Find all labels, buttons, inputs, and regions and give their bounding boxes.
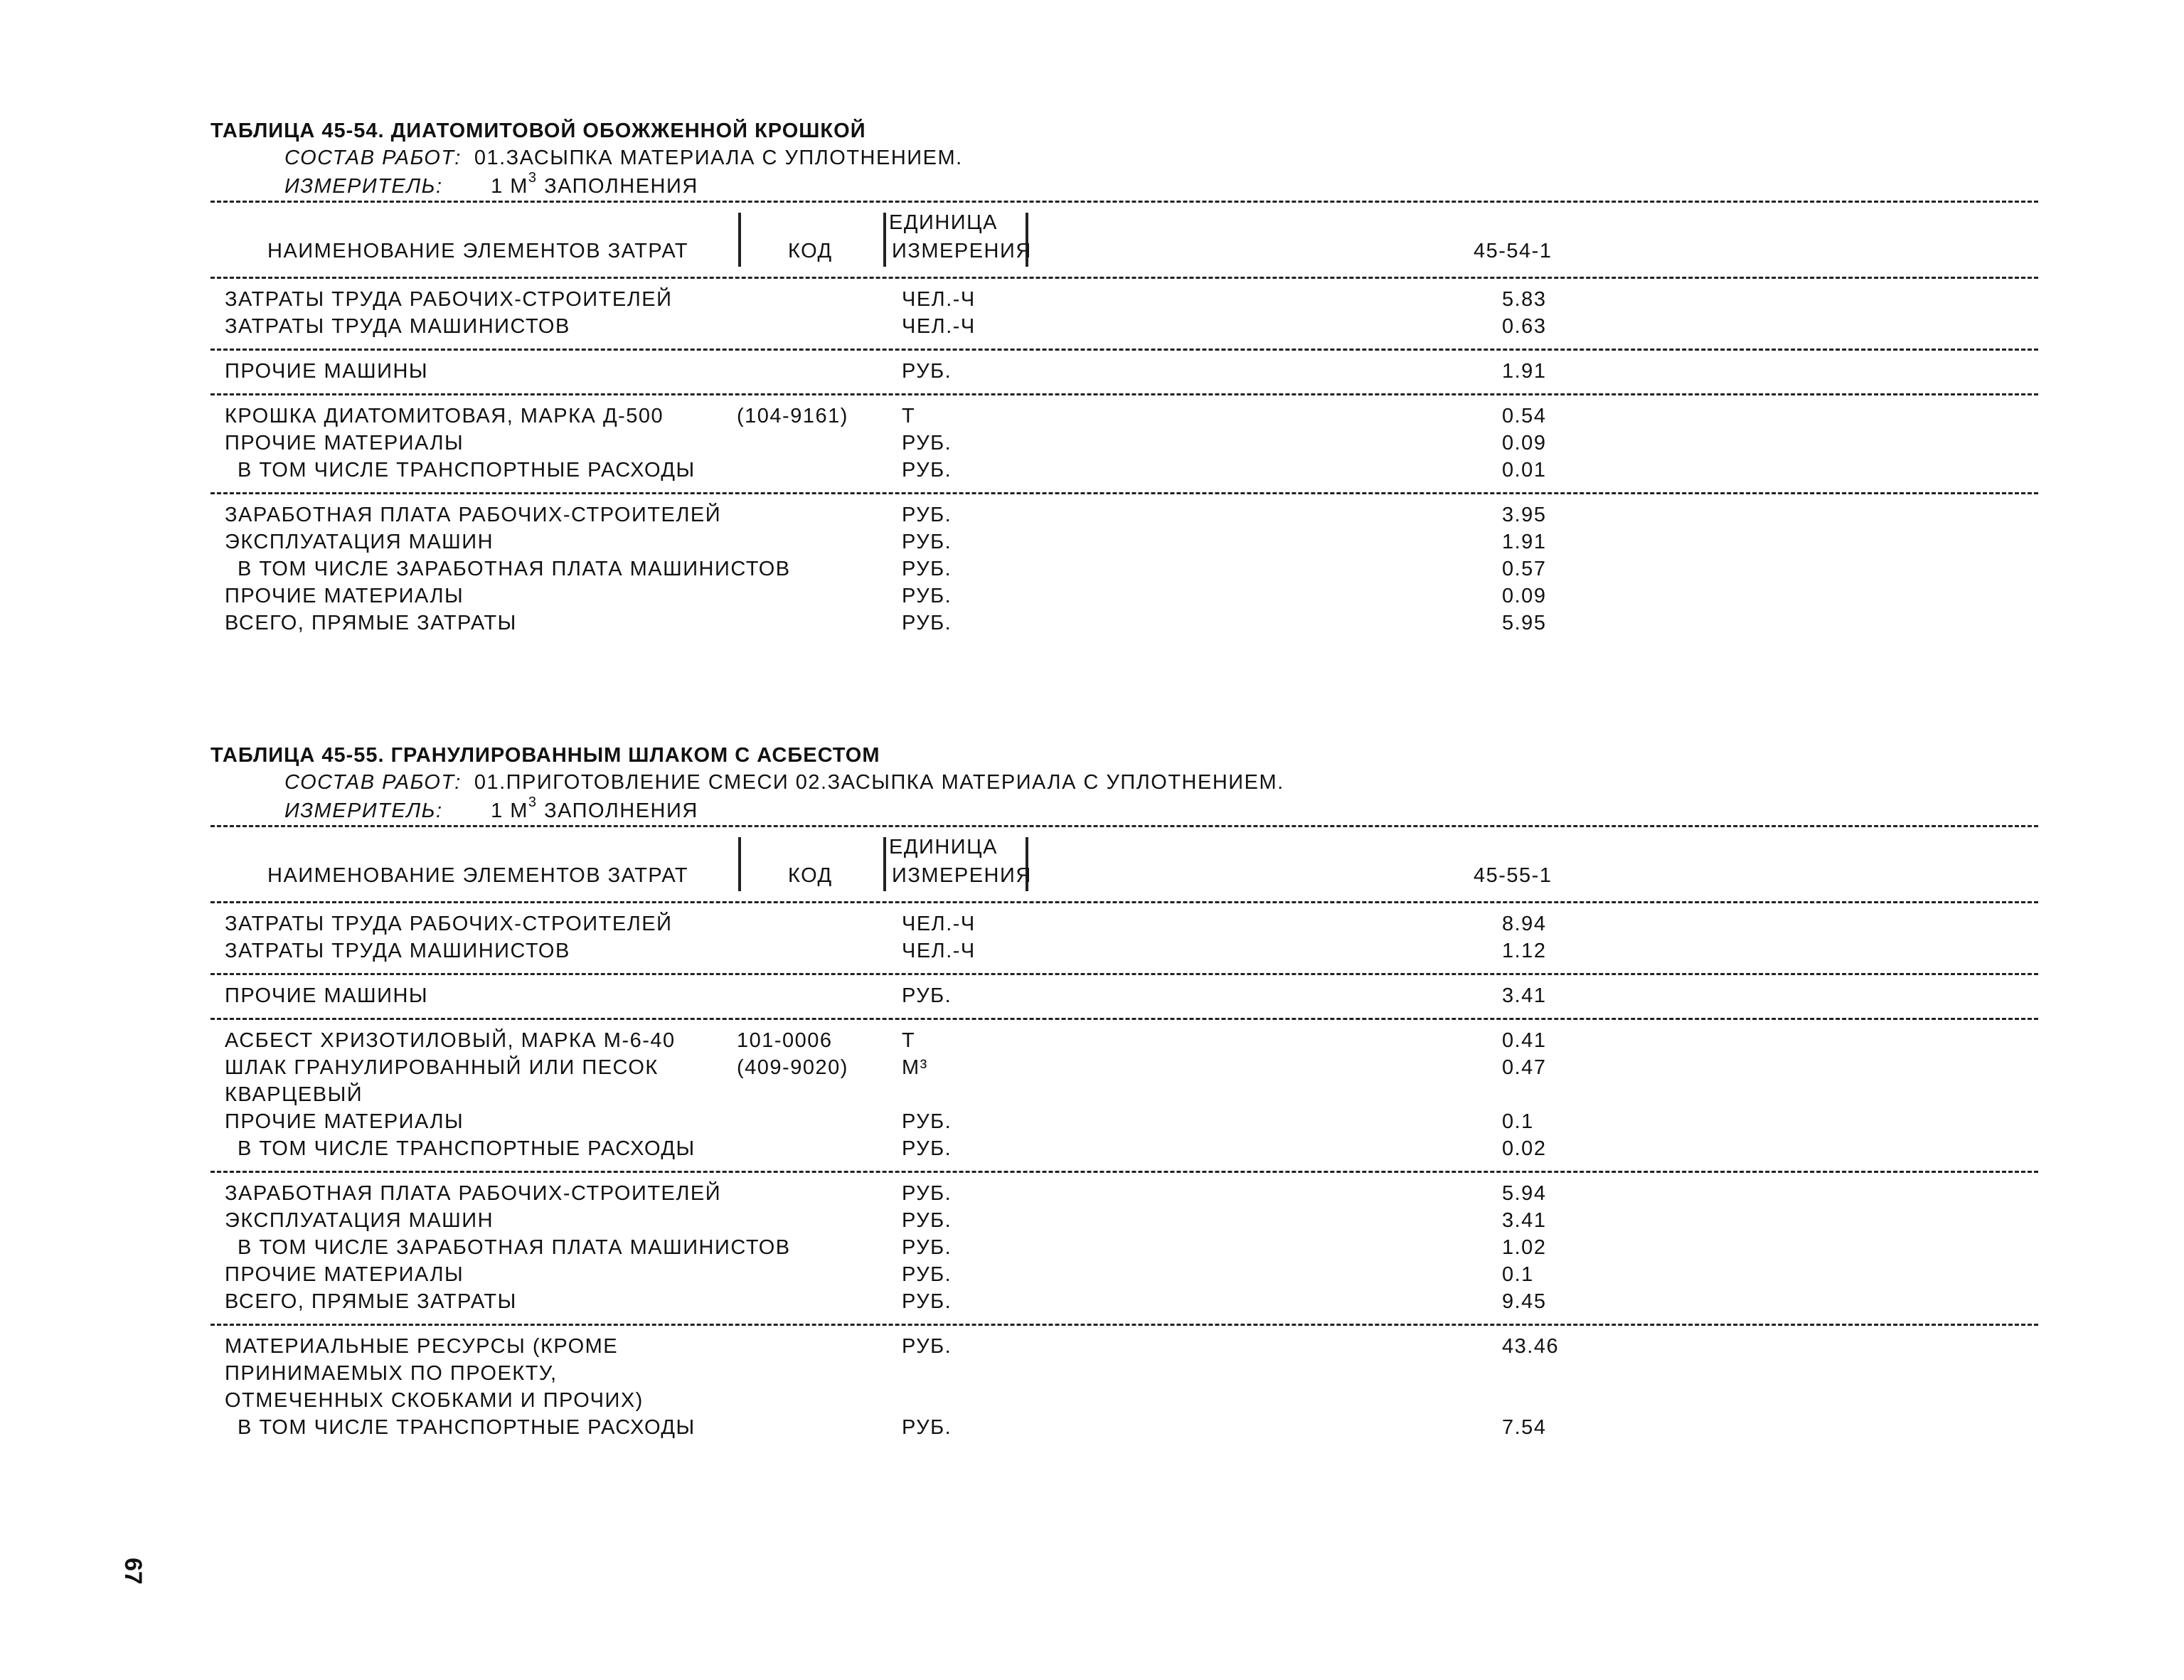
row-unit: Т bbox=[902, 1029, 916, 1052]
row-name: ПРОЧИЕ МАТЕРИАЛЫ bbox=[225, 1110, 464, 1133]
table-row bbox=[211, 610, 2038, 637]
header-column: 45-54-1 bbox=[1474, 240, 1552, 262]
row-group bbox=[211, 494, 2038, 645]
row-name: ЗАРАБОТНАЯ ПЛАТА РАБОЧИХ-СТРОИТЕЛЕЙ bbox=[225, 504, 722, 526]
row-name: ЗАТРАТЫ ТРУДА МАШИНИСТОВ bbox=[225, 940, 570, 962]
row-group bbox=[211, 1326, 2038, 1450]
table-row bbox=[211, 528, 2038, 555]
row-unit: ЧЕЛ.-Ч bbox=[902, 913, 976, 935]
table-header bbox=[211, 827, 2038, 901]
row-unit: ЧЕЛ.-Ч bbox=[902, 315, 976, 338]
table-row bbox=[211, 937, 2038, 964]
row-unit: РУБ. bbox=[902, 459, 952, 482]
row-value: 8.94 bbox=[1502, 913, 1547, 935]
header-unit-line1: ЕДИНИЦА bbox=[889, 211, 998, 234]
row-value: 0.41 bbox=[1502, 1029, 1547, 1052]
meter-label: ИЗМЕРИТЕЛЬ: bbox=[284, 175, 443, 198]
row-value: 0.02 bbox=[1502, 1137, 1547, 1160]
table-row bbox=[211, 1387, 2038, 1414]
row-unit: РУБ. bbox=[902, 612, 952, 634]
header-code: КОД bbox=[788, 240, 833, 262]
row-name: В ТОМ ЧИСЛЕ ЗАРАБОТНАЯ ПЛАТА МАШИНИСТОВ bbox=[238, 1236, 791, 1259]
table-45-55 bbox=[211, 743, 2038, 1450]
row-code: 101-0006 bbox=[737, 1029, 833, 1052]
table-body bbox=[211, 901, 2038, 1450]
row-name: АСБЕСТ ХРИЗОТИЛОВЫЙ, МАРКА М-6-40 bbox=[225, 1029, 676, 1052]
meter-sup: 3 bbox=[528, 170, 538, 186]
header-name: НАИМЕНОВАНИЕ ЭЛЕМЕНТОВ ЗАТРАТ bbox=[267, 864, 689, 887]
meter bbox=[284, 794, 2038, 825]
table-row bbox=[211, 286, 2038, 313]
row-name: ЗАРАБОТНАЯ ПЛАТА РАБОЧИХ-СТРОИТЕЛЕЙ bbox=[225, 1182, 722, 1205]
row-name: ВСЕГО, ПРЯМЫЕ ЗАТРАТЫ bbox=[225, 1290, 517, 1313]
row-value: 0.01 bbox=[1502, 459, 1547, 482]
row-unit: ЧЕЛ.-Ч bbox=[902, 940, 976, 962]
row-group bbox=[211, 1173, 2038, 1324]
table-row bbox=[211, 501, 2038, 528]
row-name: ПРОЧИЕ МАШИНЫ bbox=[225, 360, 429, 383]
work-text: 01.ЗАСЫПКА МАТЕРИАЛА С УПЛОТНЕНИЕМ. bbox=[474, 147, 963, 169]
row-name: ПРОЧИЕ МАТЕРИАЛЫ bbox=[225, 432, 464, 454]
row-group bbox=[211, 279, 2038, 349]
meter bbox=[284, 172, 2038, 201]
row-group bbox=[211, 1020, 2038, 1171]
row-unit: РУБ. bbox=[902, 1263, 952, 1286]
row-name: МАТЕРИАЛЬНЫЕ РЕСУРСЫ (КРОМЕ bbox=[225, 1335, 619, 1358]
table-row bbox=[211, 555, 2038, 583]
row-value: 43.46 bbox=[1502, 1335, 1560, 1358]
table-row bbox=[211, 1333, 2038, 1360]
row-name: ЗАТРАТЫ ТРУДА РАБОЧИХ-СТРОИТЕЛЕЙ bbox=[225, 913, 673, 935]
table-header bbox=[211, 203, 2038, 277]
table-row bbox=[211, 1054, 2038, 1081]
row-value: 9.45 bbox=[1502, 1290, 1547, 1313]
row-value: 1.12 bbox=[1502, 940, 1547, 962]
row-value: 3.41 bbox=[1502, 1209, 1547, 1232]
page-number: 67 bbox=[119, 1558, 147, 1585]
row-value: 0.57 bbox=[1502, 558, 1547, 580]
row-value: 5.95 bbox=[1502, 612, 1547, 634]
row-value: 1.91 bbox=[1502, 360, 1547, 383]
work-label: СОСТАВ РАБОТ: bbox=[284, 771, 462, 794]
row-name: ЗАТРАТЫ ТРУДА РАБОЧИХ-СТРОИТЕЛЕЙ bbox=[225, 288, 673, 311]
table-row bbox=[211, 1108, 2038, 1135]
meter-sup: 3 bbox=[528, 794, 538, 811]
header-unit-line2: ИЗМЕРЕНИЯ bbox=[892, 864, 1032, 887]
table-row bbox=[211, 1414, 2038, 1441]
meter-unit: ЗАПОЛНЕНИЯ bbox=[544, 799, 698, 822]
work-label: СОСТАВ РАБОТ: bbox=[284, 147, 462, 169]
row-unit: ЧЕЛ.-Ч bbox=[902, 288, 976, 311]
header-separator bbox=[883, 837, 886, 891]
header-unit-line2: ИЗМЕРЕНИЯ bbox=[892, 240, 1032, 262]
header-separator bbox=[738, 213, 741, 267]
table-row bbox=[211, 1207, 2038, 1234]
row-unit: РУБ. bbox=[902, 1110, 952, 1133]
work-text: 01.ПРИГОТОВЛЕНИЕ СМЕСИ 02.ЗАСЫПКА МАТЕРИАЛА С УПЛОТНЕНИЕМ. bbox=[474, 771, 1284, 794]
row-name: ПРОЧИЕ МАТЕРИАЛЫ bbox=[225, 585, 464, 607]
row-value: 5.94 bbox=[1502, 1182, 1547, 1205]
row-name: ПРИНИМАЕМЫХ ПО ПРОЕКТУ, bbox=[225, 1362, 558, 1385]
table-row bbox=[211, 910, 2038, 937]
row-name: ШЛАК ГРАНУЛИРОВАННЫЙ ИЛИ ПЕСОК bbox=[225, 1056, 659, 1079]
row-name: ЭКСПЛУАТАЦИЯ МАШИН bbox=[225, 1209, 494, 1232]
row-unit: РУБ. bbox=[902, 558, 952, 580]
row-unit: РУБ. bbox=[902, 1209, 952, 1232]
row-unit: РУБ. bbox=[902, 531, 952, 553]
row-name: ЭКСПЛУАТАЦИЯ МАШИН bbox=[225, 531, 494, 553]
row-group bbox=[211, 975, 2038, 1018]
row-value: 0.47 bbox=[1502, 1056, 1547, 1079]
row-value: 5.83 bbox=[1502, 288, 1547, 311]
row-value: 1.91 bbox=[1502, 531, 1547, 553]
table-row bbox=[211, 403, 2038, 430]
row-name: В ТОМ ЧИСЛЕ ЗАРАБОТНАЯ ПЛАТА МАШИНИСТОВ bbox=[238, 558, 791, 580]
table-row bbox=[211, 457, 2038, 484]
table-row bbox=[211, 430, 2038, 457]
row-unit: РУБ. bbox=[902, 1416, 952, 1439]
row-name: ПРОЧИЕ МАШИНЫ bbox=[225, 984, 429, 1007]
row-value: 0.09 bbox=[1502, 432, 1547, 454]
table-row bbox=[211, 982, 2038, 1009]
table-row bbox=[211, 1288, 2038, 1315]
header-separator bbox=[738, 837, 741, 891]
work-composition bbox=[284, 144, 2038, 172]
table-row bbox=[211, 1360, 2038, 1387]
row-value: 3.95 bbox=[1502, 504, 1547, 526]
table-row bbox=[211, 583, 2038, 610]
work-composition bbox=[284, 768, 2038, 797]
table-body bbox=[211, 277, 2038, 645]
row-group bbox=[211, 351, 2038, 393]
table-45-54 bbox=[211, 118, 2038, 645]
row-name: ВСЕГО, ПРЯМЫЕ ЗАТРАТЫ bbox=[225, 612, 517, 634]
row-unit: РУБ. bbox=[902, 1236, 952, 1259]
table-row bbox=[211, 1234, 2038, 1261]
row-unit: РУБ. bbox=[902, 360, 952, 383]
row-unit: РУБ. bbox=[902, 504, 952, 526]
row-name: ЗАТРАТЫ ТРУДА МАШИНИСТОВ bbox=[225, 315, 570, 338]
meter-label: ИЗМЕРИТЕЛЬ: bbox=[284, 799, 443, 822]
row-unit: М³ bbox=[902, 1056, 928, 1079]
header-column: 45-55-1 bbox=[1474, 864, 1552, 887]
row-name: ОТМЕЧЕННЫХ СКОБКАМИ И ПРОЧИХ) bbox=[225, 1389, 644, 1412]
row-name: КРОШКА ДИАТОМИТОВАЯ, МАРКА Д-500 bbox=[225, 405, 664, 427]
table-row bbox=[211, 1180, 2038, 1207]
row-value: 3.41 bbox=[1502, 984, 1547, 1007]
header-separator bbox=[883, 213, 886, 267]
row-group bbox=[211, 395, 2038, 492]
row-value: 0.63 bbox=[1502, 315, 1547, 338]
row-unit: РУБ. bbox=[902, 1137, 952, 1160]
table-title: ТАБЛИЦА 45-55. ГРАНУЛИРОВАННЫМ ШЛАКОМ С АСБЕСТОМ bbox=[211, 744, 880, 767]
row-value: 0.09 bbox=[1502, 585, 1547, 607]
row-name: В ТОМ ЧИСЛЕ ТРАНСПОРТНЫЕ РАСХОДЫ bbox=[238, 1137, 696, 1160]
row-unit: РУБ. bbox=[902, 1290, 952, 1313]
table-row bbox=[211, 1261, 2038, 1288]
row-name: КВАРЦЕВЫЙ bbox=[225, 1083, 363, 1106]
table-row bbox=[211, 313, 2038, 340]
table-row bbox=[211, 1135, 2038, 1162]
row-unit: РУБ. bbox=[902, 585, 952, 607]
row-value: 0.1 bbox=[1502, 1263, 1534, 1286]
row-code: (104-9161) bbox=[737, 405, 848, 427]
row-value: 7.54 bbox=[1502, 1416, 1547, 1439]
table-row bbox=[211, 358, 2038, 385]
row-value: 0.54 bbox=[1502, 405, 1547, 427]
table-title: ТАБЛИЦА 45-54. ДИАТОМИТОВОЙ ОБОЖЖЕННОЙ КРОШКОЙ bbox=[211, 119, 866, 142]
meter-unit: ЗАПОЛНЕНИЯ bbox=[544, 175, 698, 198]
row-unit: Т bbox=[902, 405, 916, 427]
row-name: В ТОМ ЧИСЛЕ ТРАНСПОРТНЫЕ РАСХОДЫ bbox=[238, 459, 696, 482]
header-code: КОД bbox=[788, 864, 833, 887]
row-code: (409-9020) bbox=[737, 1056, 848, 1079]
meter-value: 1 М bbox=[491, 799, 528, 822]
row-name: ПРОЧИЕ МАТЕРИАЛЫ bbox=[225, 1263, 464, 1286]
row-group bbox=[211, 903, 2038, 973]
header-unit-line1: ЕДИНИЦА bbox=[889, 836, 998, 858]
table-row bbox=[211, 1081, 2038, 1108]
row-unit: РУБ. bbox=[902, 432, 952, 454]
meter-value: 1 М bbox=[491, 175, 528, 198]
row-value: 0.1 bbox=[1502, 1110, 1534, 1133]
table-row bbox=[211, 1027, 2038, 1054]
row-name: В ТОМ ЧИСЛЕ ТРАНСПОРТНЫЕ РАСХОДЫ bbox=[238, 1416, 696, 1439]
row-unit: РУБ. bbox=[902, 1182, 952, 1205]
row-unit: РУБ. bbox=[902, 1335, 952, 1358]
row-unit: РУБ. bbox=[902, 984, 952, 1007]
row-value: 1.02 bbox=[1502, 1236, 1547, 1259]
header-name: НАИМЕНОВАНИЕ ЭЛЕМЕНТОВ ЗАТРАТ bbox=[267, 240, 689, 262]
